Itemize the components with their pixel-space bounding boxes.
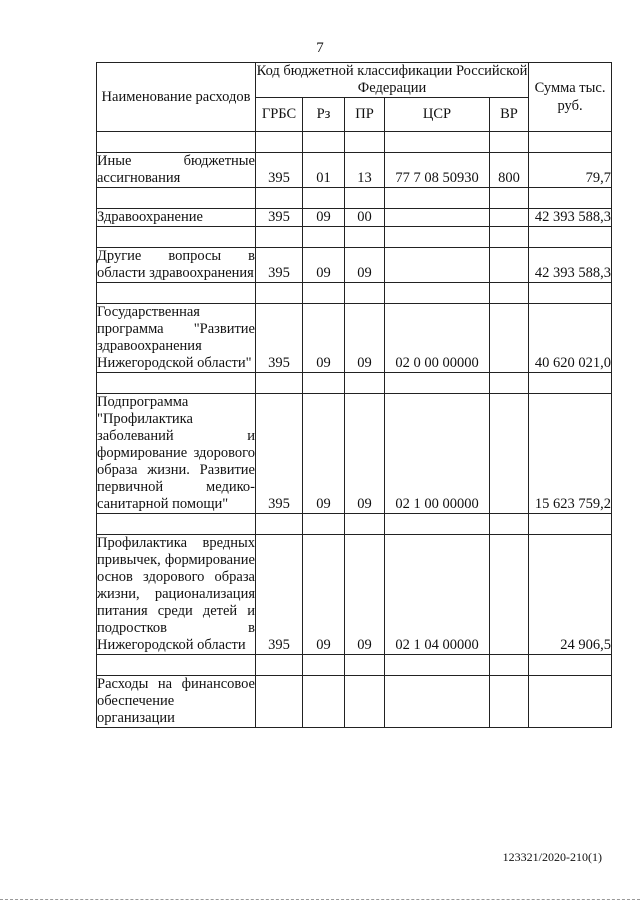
row-vr [490, 676, 529, 728]
row-pr: 13 [345, 153, 385, 188]
row-sum: 24 906,5 [529, 535, 612, 655]
row-pr [345, 676, 385, 728]
row-name: Другие вопросы в области здравоохранения [97, 248, 255, 281]
header-pr: ПР [345, 98, 385, 132]
row-grbs: 395 [256, 209, 303, 227]
header-csr: ЦСР [385, 98, 490, 132]
row-csr: 02 1 00 00000 [385, 394, 490, 514]
row-grbs: 395 [256, 304, 303, 373]
row-pr: 09 [345, 394, 385, 514]
row-vr [490, 304, 529, 373]
row-sum: 79,7 [529, 153, 612, 188]
row-vr: 800 [490, 153, 529, 188]
row-name: Иные бюджетные ассигнования [97, 153, 255, 186]
row-grbs: 395 [256, 153, 303, 188]
row-pr: 00 [345, 209, 385, 227]
page-edge-divider [0, 899, 640, 900]
row-rz: 09 [303, 304, 345, 373]
table-row [97, 209, 612, 227]
table-row [97, 535, 612, 655]
row-name: Расходы на финансовое обеспечение организации [97, 676, 255, 726]
row-sum: 15 623 759,2 [529, 394, 612, 514]
row-csr: 02 1 04 00000 [385, 535, 490, 655]
header-sum: Сумма тыс. руб. [529, 63, 612, 132]
row-csr [385, 676, 490, 728]
row-sum: 42 393 588,3 [529, 209, 612, 227]
row-name: Подпрограмма "Профилактика заболеваний и формирование здорового образа жизни. Развитие первичной медико-санитарной помощи" [97, 394, 255, 512]
row-grbs: 395 [256, 394, 303, 514]
table-row [97, 394, 612, 514]
row-pr: 09 [345, 304, 385, 373]
table-row [97, 153, 612, 188]
row-csr [385, 209, 490, 227]
table-row [97, 248, 612, 283]
row-rz [303, 676, 345, 728]
page-number: 7 [316, 40, 324, 56]
row-vr [490, 394, 529, 514]
row-csr: 77 7 08 50930 [385, 153, 490, 188]
row-csr [385, 248, 490, 283]
row-vr [490, 209, 529, 227]
row-name: Здравоохранение [97, 209, 256, 227]
header-rz: Рз [303, 98, 345, 132]
row-rz: 09 [303, 248, 345, 283]
row-csr: 02 0 00 00000 [385, 304, 490, 373]
row-name: Профилактика вредных привычек, формирование основ здорового образа жизни, рационализация питания среди детей и подростков в Нижегородской области [97, 535, 255, 653]
row-grbs: 395 [256, 248, 303, 283]
header-vr: ВР [490, 98, 529, 132]
row-sum: 40 620 021,0 [529, 304, 612, 373]
row-rz: 09 [303, 535, 345, 655]
row-grbs [256, 676, 303, 728]
row-pr: 09 [345, 535, 385, 655]
row-pr: 09 [345, 248, 385, 283]
table-row [97, 304, 612, 373]
header-name: Наименование расходов [97, 63, 256, 132]
row-rz: 09 [303, 209, 345, 227]
row-grbs: 395 [256, 535, 303, 655]
budget-table [96, 62, 612, 728]
header-code-group: Код бюджетной классификации Российской Федерации [256, 63, 528, 96]
row-sum: 42 393 588,3 [529, 248, 612, 283]
row-rz: 09 [303, 394, 345, 514]
row-rz: 01 [303, 153, 345, 188]
header-grbs: ГРБС [256, 98, 303, 132]
row-vr [490, 248, 529, 283]
table-row [97, 676, 612, 728]
document-code: 123321/2020-210(1) [502, 850, 602, 864]
row-name: Государственная программа "Развитие здравоохранения Нижегородской области" [97, 304, 255, 371]
row-sum [529, 676, 612, 728]
row-vr [490, 535, 529, 655]
